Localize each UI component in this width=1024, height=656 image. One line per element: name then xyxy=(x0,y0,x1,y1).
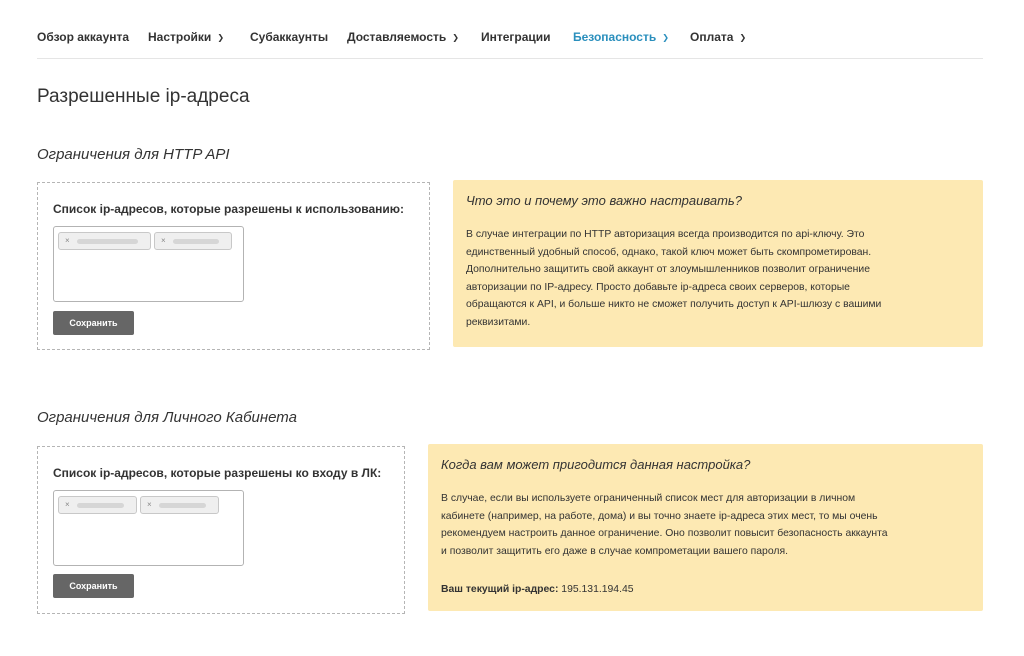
info-text-line: В случае интеграции по HTTP авторизация всегда производится по api-ключу. Это xyxy=(466,229,865,240)
chevron-down-icon: ❯ xyxy=(452,33,459,42)
nav-item-label: Субаккаунты xyxy=(250,30,329,44)
http-api-ip-form xyxy=(37,182,430,350)
info-text-line: единственный удобный способ, однако, такой ключ может быть скомпрометирован. xyxy=(466,246,872,258)
ip-tag xyxy=(58,232,151,250)
nav-item-payment[interactable] xyxy=(690,30,746,44)
chevron-down-icon: ❯ xyxy=(739,33,747,42)
info-text-line: кабинете (например, на работе, дома) и вы точно знаете ip-адреса этих мест, то мы очень xyxy=(441,510,878,522)
nav-item-deliverability[interactable] xyxy=(347,30,459,44)
remove-tag-icon[interactable]: × xyxy=(65,236,70,245)
current-ip-label: Ваш текущий ip-адрес: xyxy=(441,584,559,595)
ip-tag-value xyxy=(77,503,124,508)
page-title: Разрешенные ip-адреса xyxy=(37,86,250,107)
ip-tag xyxy=(58,496,137,514)
section-title-cabinet: Ограничения для Личного Кабинета xyxy=(37,409,297,426)
top-navigation xyxy=(37,0,983,59)
remove-tag-icon[interactable]: × xyxy=(65,500,70,509)
nav-item-label: Доставляемость xyxy=(347,30,447,44)
nav-item-integrations[interactable] xyxy=(481,30,551,44)
nav-item-security[interactable] xyxy=(573,30,669,44)
nav-item-label: Настройки xyxy=(148,30,212,44)
nav-item-account-overview[interactable] xyxy=(37,30,129,44)
info-box-http-api xyxy=(453,180,983,347)
info-text-line: В случае, если вы используете ограниченный список мест для авторизации в личном xyxy=(441,493,856,504)
current-ip xyxy=(441,584,634,595)
nav-item-subaccounts[interactable] xyxy=(250,30,328,44)
info-text-line: авторизации по IP-адресу. Просто добавьте ip-адреса своих серверов, которые xyxy=(466,281,850,293)
info-text-line: рекомендуем настроить данное ограничение. Оно позволит повысит безопасность аккаунта xyxy=(441,528,888,539)
info-text-line: обращаются к API, и больше никто не сможет получить доступ к API-шлюзу с вашими xyxy=(466,299,882,310)
nav-item-label: Безопасность xyxy=(573,30,657,44)
info-box-cabinet xyxy=(428,444,983,611)
ip-tag xyxy=(140,496,219,514)
cabinet-ip-form xyxy=(37,446,405,614)
info-text-line: Дополнительно защитить свой аккаунт от злоумышленников позволит ограничение xyxy=(466,264,870,275)
info-text xyxy=(441,490,888,560)
chevron-down-icon: ❯ xyxy=(662,33,669,42)
info-text-line: и позволит защитить его даже в случае компрометации вашего пароля. xyxy=(441,545,788,557)
info-text xyxy=(466,226,881,331)
ip-tag-value xyxy=(77,239,138,244)
save-button[interactable]: Сохранить xyxy=(53,311,134,335)
ip-list-label: Список ip-адресов, которые разрешены к использованию: xyxy=(53,202,405,216)
ip-tags-input[interactable] xyxy=(53,226,244,302)
nav-item-label: Оплата xyxy=(690,30,734,44)
info-text-line: реквизитами. xyxy=(466,316,531,328)
ip-tag-value xyxy=(159,503,206,508)
ip-list-label: Список ip-адресов, которые разрешены ко входу в ЛК: xyxy=(53,466,382,480)
current-ip-value: 195.131.194.45 xyxy=(561,584,634,595)
ip-tags-input[interactable] xyxy=(53,490,244,566)
save-button[interactable]: Сохранить xyxy=(53,574,134,598)
nav-item-label: Обзор аккаунта xyxy=(37,30,130,44)
ip-tag-value xyxy=(173,239,219,244)
info-title: Когда вам может пригодится данная настройка? xyxy=(441,457,751,472)
nav-item-settings[interactable] xyxy=(148,30,224,44)
info-title: Что это и почему это важно настраивать? xyxy=(466,193,742,208)
nav-item-label: Интеграции xyxy=(481,30,551,44)
section-title-http-api: Ограничения для HTTP API xyxy=(37,146,230,163)
ip-tag xyxy=(154,232,232,250)
remove-tag-icon[interactable]: × xyxy=(147,500,152,509)
remove-tag-icon[interactable]: × xyxy=(161,236,166,245)
chevron-down-icon: ❯ xyxy=(217,33,225,42)
